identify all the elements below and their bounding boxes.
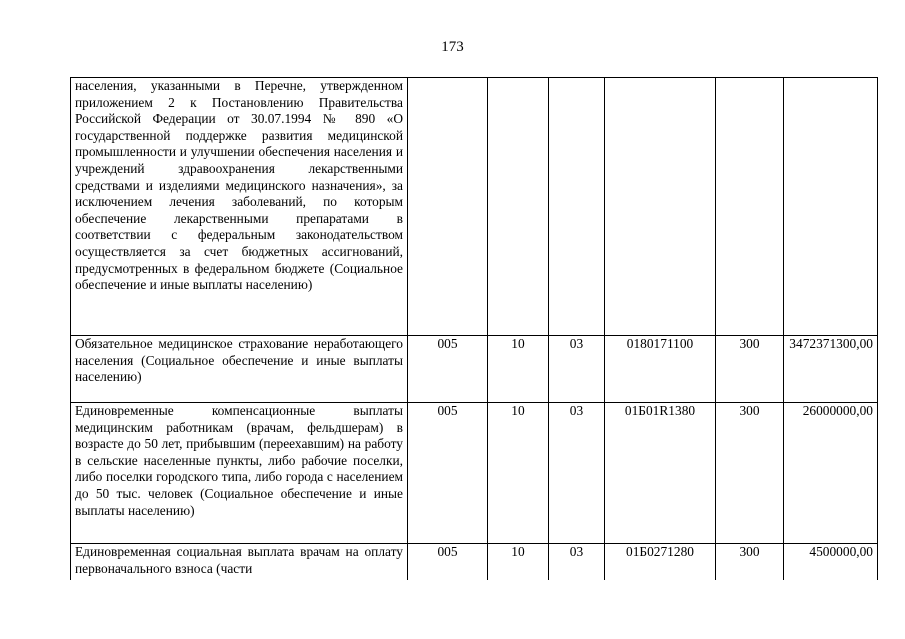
row-description-cell (71, 544, 408, 580)
row-description: населения, указанными в Перечне, утвержденном приложением 2 к Постановлению Правительства Российской Федерации от 30.07.1994 № 890 «О государственной поддержке развития медицинской промышленности и улучшении обеспечения населения и учреждений здравоохранения лекарственными средствами и изделиями медицинского назначения», за исключением лечения заболеваний, по которым обеспечение лекарственными препаратами в соответствии с федеральным законодательством осуществляется за счет бюджетных ассигнований, предусмотренных в федеральном бюджете (Социальное обеспечение и иные выплаты населению) (75, 78, 403, 293)
table-row (71, 78, 878, 336)
row-description-cell (71, 336, 408, 403)
table-row (71, 544, 878, 580)
target-article-cell: 01Б01R1380 (605, 403, 716, 544)
row-description-cell (71, 403, 408, 544)
expense-type-cell (716, 78, 784, 336)
row-description-cell (71, 78, 408, 336)
ministry-code-cell: 005 (408, 403, 488, 544)
ministry-code-cell (408, 78, 488, 336)
subsection-code-cell: 03 (549, 403, 605, 544)
target-article-cell (605, 78, 716, 336)
table-row (71, 336, 878, 403)
section-code-cell (488, 78, 549, 336)
budget-table (70, 77, 878, 580)
row-description: Единовременные компенсационные выплаты медицинским работникам (врачам, фельдшерам) в возрасте до 50 лет, прибывшим (переехавшим) на работу в сельские населенные пункты, либо рабочие поселки, либо поселки городского типа, либо города с населением до 50 тыс. человек (Социальное обеспечение и иные выплаты населению) (75, 403, 403, 518)
amount-cell (784, 78, 878, 336)
expense-type-cell: 300 (716, 544, 784, 580)
row-description: Обязательное медицинское страхование неработающего населения (Социальное обеспечение и иные выплаты населению) (75, 336, 403, 385)
row-description: Единовременная социальная выплата врачам на оплату первоначального взноса (части (75, 544, 403, 576)
page-number: 173 (441, 39, 464, 55)
section-code-cell: 10 (488, 544, 549, 580)
subsection-code-cell: 03 (549, 336, 605, 403)
expense-type-cell: 300 (716, 336, 784, 403)
section-code-cell: 10 (488, 336, 549, 403)
ministry-code-cell: 005 (408, 336, 488, 403)
ministry-code-cell: 005 (408, 544, 488, 580)
target-article-cell: 0180171100 (605, 336, 716, 403)
table-row (71, 403, 878, 544)
subsection-code-cell (549, 78, 605, 336)
subsection-code-cell: 03 (549, 544, 605, 580)
amount-cell: 26000000,00 (784, 403, 878, 544)
target-article-cell: 01Б0271280 (605, 544, 716, 580)
amount-cell: 4500000,00 (784, 544, 878, 580)
amount-cell: 3472371300,00 (784, 336, 878, 403)
expense-type-cell: 300 (716, 403, 784, 544)
section-code-cell: 10 (488, 403, 549, 544)
